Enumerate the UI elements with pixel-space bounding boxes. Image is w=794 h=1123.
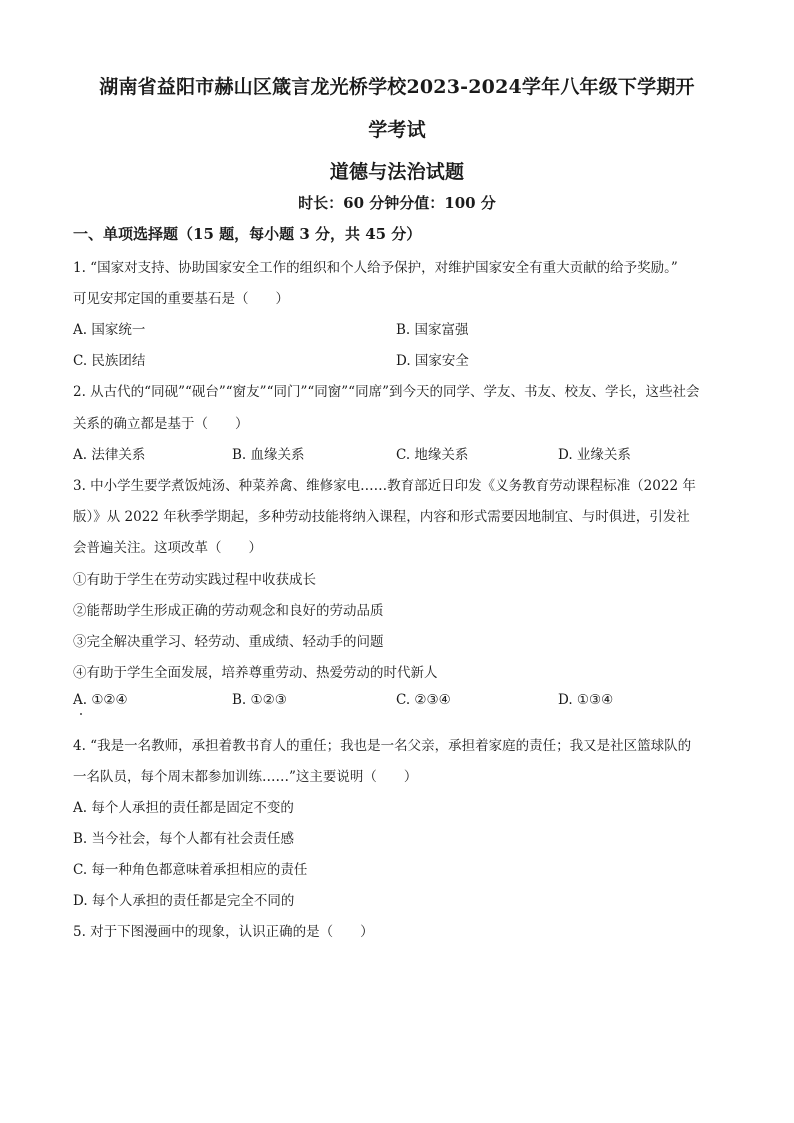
option-c: C. ②③④ — [396, 692, 451, 708]
question-text: 2. 从古代的“同砚”“砚台”“窗友”“同门”“同窗”“同席”到今天的同学、学友、书友、校友、学长，这些社会 — [73, 384, 700, 400]
option-c: C. 地缘关系 — [396, 447, 469, 463]
exam-subject: 道德与法治试题 — [329, 161, 465, 183]
option-b: B. 当今社会，每个人都有社会责任感 — [73, 831, 295, 847]
question-text: 1. “国家对支持、协助国家安全工作的组织和个人给予保护，对维护国家安全有重大贡献的给予奖励。” — [73, 260, 678, 276]
question-text: 一名队员，每个周末都参加训练……”这主要说明（ ） — [73, 769, 418, 785]
question-text: 版）》从 2022 年秋季学期起，多种劳动技能将纳入课程，内容和形式需要因地制宜、与时俱进，引发社 — [73, 509, 690, 525]
option-c: C. 每一种角色都意味着承担相应的责任 — [73, 862, 308, 878]
option-a: A. 法律关系 — [73, 447, 146, 463]
option-b: B. ①②③ — [232, 692, 287, 708]
exam-title-line1: 湖南省益阳市赫山区箴言龙光桥学校2023-2024学年八年级下学期开 — [99, 76, 695, 98]
option-d: D. 每个人承担的责任都是完全不同的 — [73, 893, 295, 909]
question-text: 会普遍关注。这项改革（ ） — [73, 540, 262, 556]
option-d: D. 国家安全 — [396, 353, 469, 369]
option-b: B. 血缘关系 — [232, 447, 305, 463]
question-text: 关系的确立都是基于（ ） — [73, 416, 249, 432]
question-text: 5. 对于下图漫画中的现象，认识正确的是（ ） — [73, 924, 374, 940]
section-heading: 一、单项选择题（15 题，每小题 3 分，共 45 分） — [73, 225, 422, 243]
stray-mark — [80, 713, 82, 715]
option-a: A. 国家统一 — [73, 322, 146, 338]
statement-4: ④有助于学生全面发展，培养尊重劳动、热爱劳动的时代新人 — [73, 665, 438, 681]
option-c: C. 民族团结 — [73, 353, 146, 369]
option-b: B. 国家富强 — [396, 322, 469, 338]
option-a: A. 每个人承担的责任都是固定不变的 — [73, 800, 294, 816]
question-text: 可见安邦定国的重要基石是（ ） — [73, 291, 289, 307]
option-d: D. ①③④ — [558, 692, 614, 708]
statement-2: ②能帮助学生形成正确的劳动观念和良好的劳动品质 — [73, 603, 384, 619]
option-a: A. ①②④ — [73, 692, 128, 708]
exam-meta: 时长：60 分钟分值：100 分 — [298, 194, 496, 212]
question-text: 3. 中小学生要学煮饭炖汤、种菜养禽、维修家电……教育部近日印发《义务教育劳动课程标准（2022 年 — [73, 478, 696, 494]
option-d: D. 业缘关系 — [558, 447, 631, 463]
exam-title-line2: 学考试 — [368, 119, 426, 141]
statement-3: ③完全解决重学习、轻劳动、重成绩、轻动手的问题 — [73, 634, 384, 650]
statement-1: ①有助于学生在劳动实践过程中收获成长 — [73, 572, 316, 588]
question-text: 4. “我是一名教师，承担着教书育人的重任；我也是一名父亲，承担着家庭的责任；我又是社区篮球队的 — [73, 738, 692, 754]
